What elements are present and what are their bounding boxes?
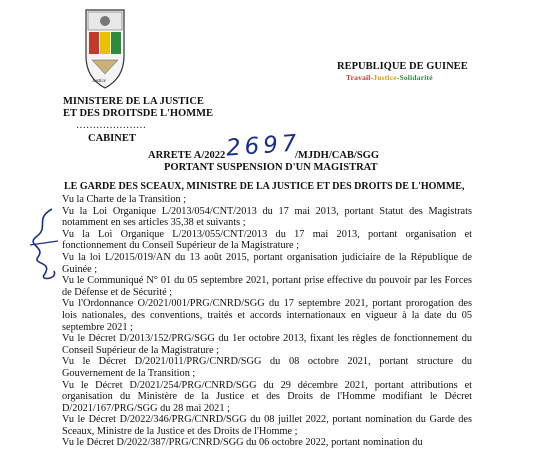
- visa-item: Vu le Décret D/2021/254/PRG/CNRD/SGG du 29 décembre 2021, portant attributions et organisation du Ministère de la Justice et des Droits de l'Homme modifiant le Décret D/2021/167/PRG/SGG du 28 mai 2021 ;: [62, 379, 472, 414]
- arrete-suffix: /MJDH/CAB/SGG: [295, 150, 380, 161]
- visa-item: Vu le Décret D/2021/011/PRG/CNRD/SGG du 08 octobre 2021, portant structure du Gouvernement de la Transition ;: [62, 356, 472, 379]
- handwritten-initial-signature: [24, 205, 64, 285]
- visa-item: Vu la Loi Organique L/2013/055/CNT/2013 du 17 mai 2013, portant organisation et fonctionnement du Conseil Supérieur de la Magistrature ;: [62, 228, 472, 252]
- arrete-prefix: ARRETE A/2022: [148, 150, 226, 161]
- visa-item: Vu le Communiqué N° 01 du 05 septembre 2021, portant prise effective du pouvoir par les Forces de Défense et de Sécurité ;: [62, 275, 472, 298]
- visa-item: Vu la Loi Organique L/2013/054/CNT/2013 du 17 mai 2013, portant Statut des Magistrats notamment en ses articles 35,38 et suivants ;: [62, 205, 472, 229]
- motto-travail: Travail-: [346, 73, 374, 82]
- national-motto: [346, 73, 433, 82]
- motto-solidarite: -Solidarité: [396, 73, 433, 82]
- visa-item: Vu la loi L/2015/019/AN du 13 août 2015, portant organisation judiciaire de la République de Guinée ;: [62, 251, 472, 275]
- ministry-name-line1: MINISTERE DE LA JUSTICE: [63, 96, 204, 107]
- visas-list: [62, 194, 472, 449]
- visa-item: Vu la Charte de la Transition ;: [62, 194, 187, 205]
- cabinet-label: CABINET: [88, 133, 136, 144]
- visa-item: Vu le Décret D/2013/152/PRG/SGG du 1er octobre 2013, fixant les règles de fonctionnement du Conseil Supérieur de la Magistrature ;: [62, 333, 472, 356]
- header-dots: …………………: [76, 120, 146, 131]
- arrete-title: PORTANT SUSPENSION D'UN MAGISTRAT: [164, 162, 378, 173]
- ministry-name-line2: ET DES DROITSDE L'HOMME: [63, 108, 214, 119]
- handwritten-arrete-number: 2697: [225, 130, 302, 162]
- visa-item: Vu l'Ordonnance O/2021/001/PRG/CNRD/SGG du 17 septembre 2021, portant prorogation des lois nationales, des conventions, traités et accords internationaux en vigueur à la date du 05 septembre 2021 ;: [62, 298, 472, 333]
- republic-title: REPUBLIQUE DE GUINEE: [337, 61, 468, 72]
- visa-item: Vu le Décret D/2022/387/PRG/CNRD/SGG du 06 octobre 2022, portant nomination du: [62, 437, 423, 449]
- visa-item: Vu le Décret D/2022/346/PRG/CNRD/SGG du 08 juillet 2022, portant nomination du Garde des Sceaux, Ministre de la Justice et des Droits de l'Homme ;: [62, 414, 472, 437]
- motto-justice: Justice: [373, 73, 397, 82]
- issuing-authority: LE GARDE DES SCEAUX, MINISTRE DE LA JUSTICE ET DES DROITS DE L'HOMME,: [64, 181, 465, 192]
- seal-motto: Justice: [92, 79, 106, 84]
